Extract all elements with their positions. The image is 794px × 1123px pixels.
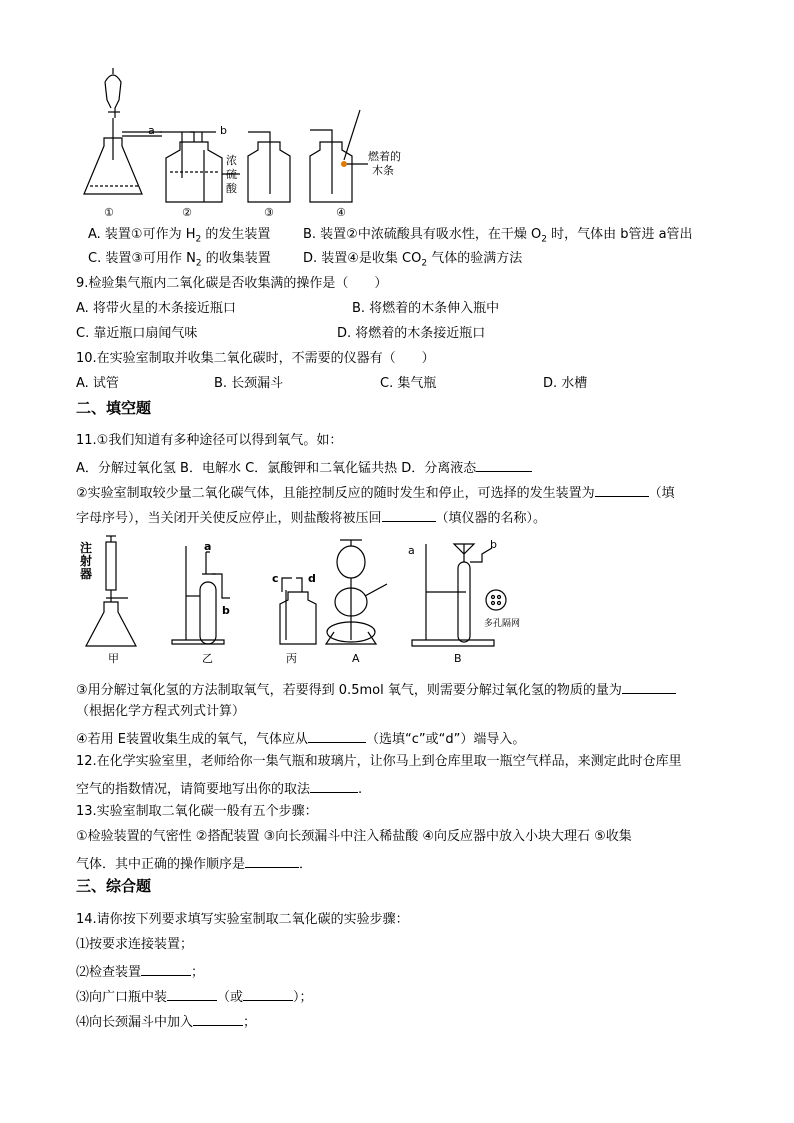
q14-step-2: ⑵检查装置 ； [76, 961, 204, 982]
q11-blank-3[interactable] [382, 507, 436, 522]
q14-blank-2[interactable] [167, 986, 217, 1001]
q11-line-5: ③用分解过氧化氢的方法制取氧气，若要得到 0.5mol 氧气，则需要分解过氧化氢的物质的量为 [76, 679, 676, 700]
q11-line-1: 11.①我们知道有多种途径可以得到氧气。如： [76, 433, 343, 448]
fig2-yi-b: b [222, 604, 230, 617]
fig2-bing-d: d [308, 572, 316, 585]
q11-blank-4[interactable] [622, 679, 676, 694]
fig1-label-2: ② [182, 206, 192, 219]
q9-option-c: C. 靠近瓶口扇闻气味 [76, 326, 198, 341]
q12-line-2: 空气的指数情况，请简要地写出你的取法 . [76, 778, 362, 799]
section-fill-blank-heading: 二、填空题 [76, 399, 152, 417]
q14-blank-1[interactable] [141, 961, 191, 976]
fig1-a-label: a [148, 124, 155, 137]
q13-line-1: 13.实验室制取二氧化碳一般有五个步骤： [76, 804, 318, 819]
q13-blank[interactable] [245, 853, 299, 868]
q14-step-4: ⑷向长颈漏斗中加入 ； [76, 1011, 256, 1032]
porous-plate-label: 多孔隔网 [484, 619, 521, 629]
fig1-acid-3: 酸 [226, 182, 237, 195]
fig1-acid-2: 硫 [226, 168, 237, 181]
q14-step-1: ⑴按要求连接装置； [76, 937, 194, 952]
q11-blank-2[interactable] [595, 482, 649, 497]
q10-option-d: D. 水槽 [543, 376, 588, 391]
fig2-label-yi: 乙 [202, 652, 213, 665]
q13-line-3: 气体．其中正确的操作顺序是 ． [76, 853, 312, 874]
fig2-label-a: A [352, 652, 360, 665]
fig1-label-1: ① [104, 206, 114, 219]
syringe-label-2: 射 [80, 554, 93, 568]
fig1-b-label: b [220, 124, 227, 137]
fig2-label-bing: 丙 [286, 652, 297, 665]
q12-line-1: 12.在化学实验室里，老师给你一集气瓶和玻璃片，让你马上到仓库里取一瓶空气样品，来测定此时仓库里 [76, 754, 682, 769]
q10-option-c: C. 集气瓶 [380, 376, 437, 391]
q11-line-2: A．分解过氧化氢 B．电解水 C．氯酸钾和二氧化锰共热 D．分离液态 [76, 457, 532, 478]
fig1-stick-1: 燃着的 [368, 150, 401, 163]
q9-option-b: B. 将燃着的木条伸入瓶中 [352, 301, 500, 316]
q8-option-c: C. 装置③可用作 $N_2$ 的收集装置 [88, 251, 271, 269]
fig2-label-jia: 甲 [108, 652, 119, 665]
q14-blank-4[interactable] [193, 1011, 243, 1026]
fig1-acid-1: 浓 [226, 154, 237, 167]
q11-line-7: ④若用 E装置收集生成的氧气，气体应从 （选填“c”或“d”）端导入。 [76, 728, 525, 749]
q10-option-b: B. 长颈漏斗 [214, 376, 284, 391]
fig2-b-b: b [490, 538, 497, 551]
q13-line-2: ①检验装置的气密性 ②搭配装置 ③向长颈漏斗中注入稀盐酸 ④向反应器中放入小块大理石 ⑤收集 [76, 829, 632, 844]
fig1-label-3: ③ [264, 206, 274, 219]
fig2-b-a: a [408, 544, 415, 557]
fig2-yi-a: a [204, 540, 212, 553]
q11-line-4: 字母序号），当关闭开关使反应停止，则盐酸将被压回 （填仪器的名称）。 [76, 507, 546, 528]
q9-option-d: D. 将燃着的木条接近瓶口 [337, 326, 486, 341]
q12-blank[interactable] [310, 778, 358, 793]
section-comprehensive-heading: 三、综合题 [76, 877, 152, 895]
fig2-label-b: B [454, 652, 462, 665]
q8-option-a: A. 装置①可作为 $H_2$ 的发生装置 [88, 227, 271, 245]
q14-blank-3[interactable] [243, 986, 293, 1001]
q10-stem: 10.在实验室制取并收集二氧化碳时，不需要的仪器有（ ） [76, 351, 435, 366]
q11-blank-1[interactable] [476, 457, 532, 472]
fig1-stick-2: 木条 [372, 164, 394, 177]
q9-stem: 9.检验集气瓶内二氧化碳是否收集满的操作是（ ） [76, 276, 388, 291]
q11-blank-5[interactable] [308, 728, 366, 743]
apparatus-figure-2 [76, 532, 536, 672]
q9-option-a: A. 将带火星的木条接近瓶口 [76, 301, 236, 316]
syringe-label-3: 器 [80, 567, 93, 581]
q11-line-6: （根据化学方程式列式计算） [76, 704, 246, 719]
apparatus-figure-1 [70, 60, 430, 220]
fig2-bing-c: c [272, 572, 279, 585]
q10-option-a: A. 试管 [76, 376, 119, 391]
q14-step-3: ⑶向广口瓶中装 （或 ）； [76, 986, 313, 1007]
q8-option-d: D. 装置④是收集 $CO_2$ 气体的验满方法 [303, 251, 523, 269]
q8-option-b: B. 装置②中浓硫酸具有吸水性，在干燥 $O_2$ 时，气体由 b管进 a管出 [303, 227, 693, 245]
q14-line-1: 14.请你按下列要求填写实验室制取二氧化碳的实验步骤： [76, 912, 409, 927]
q11-line-3: ②实验室制取较少量二氧化碳气体，且能控制反应的随时发生和停止，可选择的发生装置为 （填 [76, 482, 675, 503]
fig1-label-4: ④ [336, 206, 346, 219]
syringe-label-1: 注 [80, 541, 93, 555]
